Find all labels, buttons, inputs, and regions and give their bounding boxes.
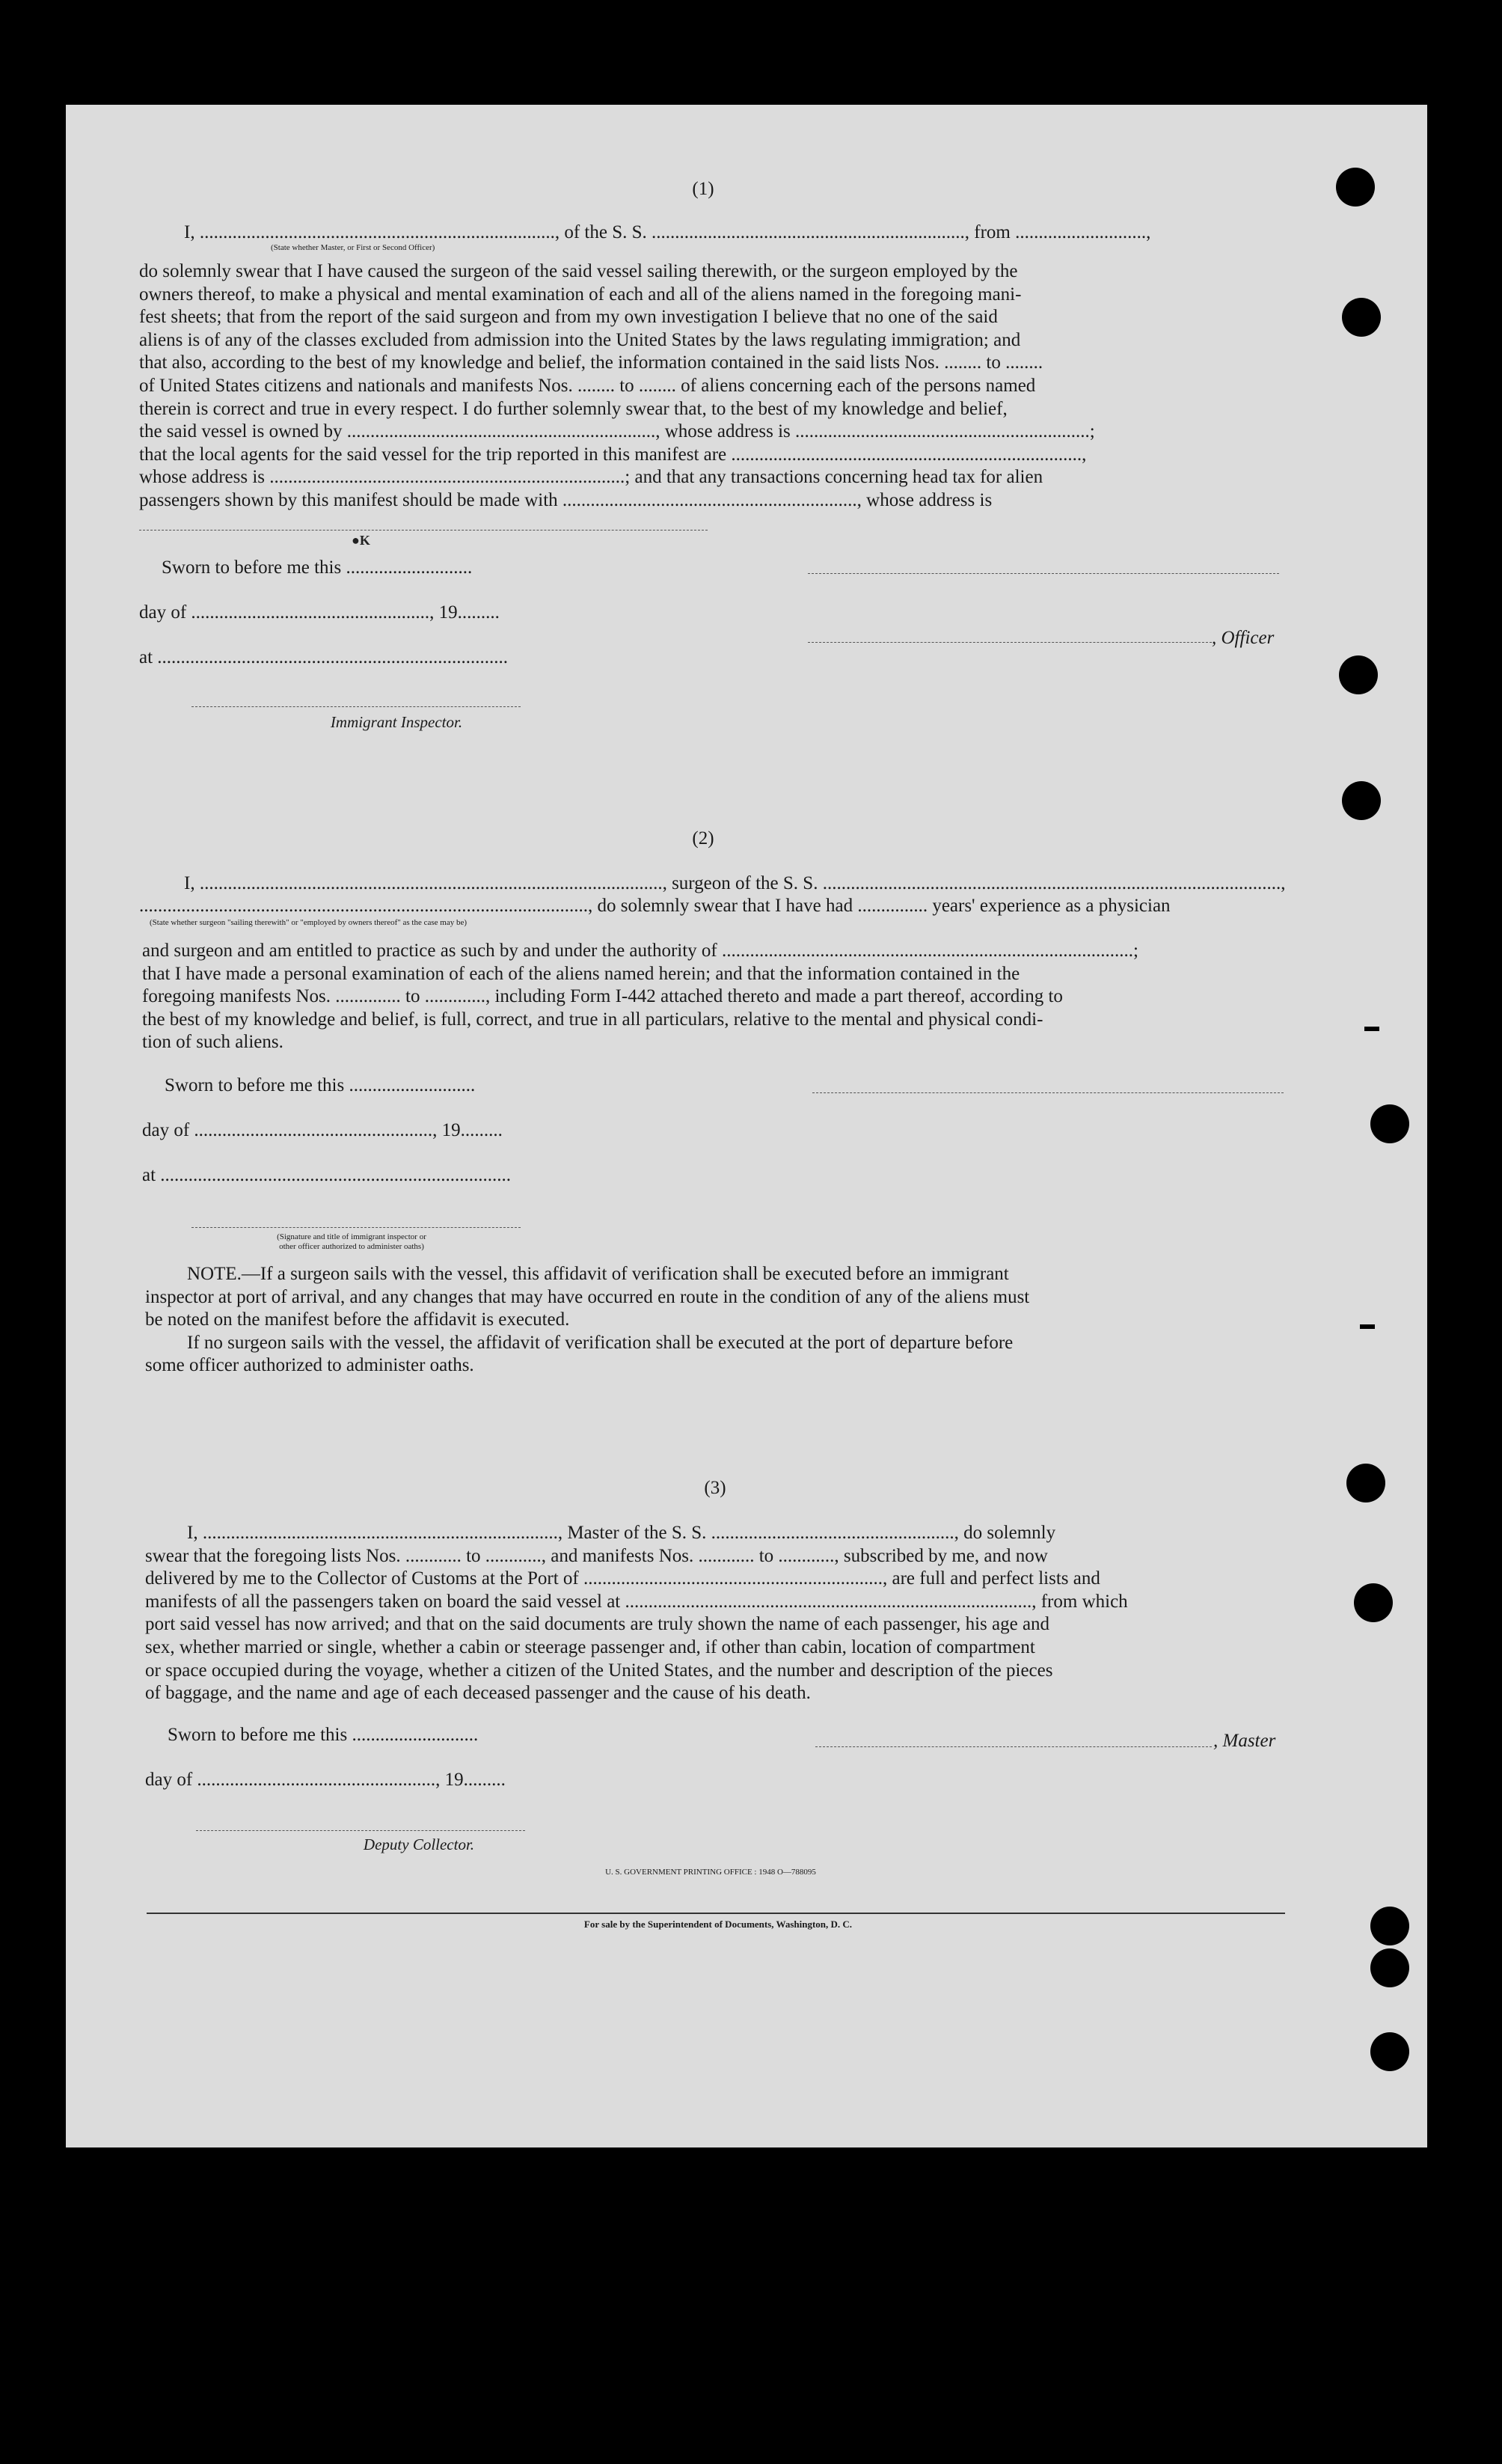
paragraph-line: that also, according to the best of my knowledge and belief, the information contained in the said lists Nos. ........ to ........ <box>139 352 1043 373</box>
binder-hole <box>1370 2032 1409 2071</box>
paragraph-line: of baggage, and the name and age of each deceased passenger and the cause of his death. <box>145 1683 811 1704</box>
paragraph-line: the said vessel is owned by .................................................................., whose address is ...............................................................; <box>139 421 1095 442</box>
inspector-signature-line <box>191 706 521 707</box>
paragraph-line: of United States citizens and nationals and manifests Nos. ........ to ........ of aliens concerning each of the persons named <box>139 375 1036 396</box>
paragraph-line: fest sheets; that from the report of the said surgeon and from my own investigation I believe that no one of the said <box>139 307 998 328</box>
section-2-caption: (State whether surgeon "sailing therewith" or "employed by owners thereof" as the case may be) <box>150 918 468 927</box>
paragraph-line: whose address is ............................................................................; and that any transactions concerning head tax for alien <box>139 467 1043 488</box>
section-3-paragraph <box>145 1522 1287 1705</box>
section-3-sworn: Sworn to before me this ........................... <box>168 1725 479 1745</box>
paragraph-line: therein is correct and true in every respect. I do further solemnly swear that, to the best of my knowledge and belief, <box>139 398 1008 419</box>
section-1-day: day of ..................................................., 19......... <box>139 602 500 623</box>
section-2-sworn: Sworn to before me this ........................... <box>165 1075 476 1095</box>
section-2-second-line: ................................................................................................, do solemnly swear that I have had ............... years' experience as a physician <box>139 896 1171 916</box>
paragraph-line: owners thereof, to make a physical and mental examination of each and all of the aliens named in the foregoing mani- <box>139 284 1022 305</box>
section-1-number: (1) <box>692 179 714 199</box>
paragraph-line: do solemnly swear that I have caused the surgeon of the said vessel sailing therewith, or the surgeon employed by the <box>139 261 1018 281</box>
section-2-signature-line <box>191 1227 521 1228</box>
binder-hole <box>1342 298 1381 337</box>
paragraph-line: sex, whether married or single, whether a cabin or steerage passenger and, if other than cabin, location of compartment <box>145 1636 1035 1657</box>
edge-tick <box>1360 1324 1375 1329</box>
paragraph-line: or space occupied during the voyage, whether a citizen of the United States, and the number and description of the pieces <box>145 1660 1053 1681</box>
address-continuation-line <box>139 530 708 531</box>
edge-tick <box>1364 1027 1379 1031</box>
binder-hole <box>1346 1464 1385 1502</box>
collector-signature-line <box>196 1830 525 1831</box>
printing-office-imprint: U. S. GOVERNMENT PRINTING OFFICE : 1948 O—788095 <box>605 1868 816 1877</box>
section-2-sig-caption-2: other officer authorized to administer oaths) <box>279 1242 424 1251</box>
section-3-day: day of ..................................................., 19......... <box>145 1770 506 1790</box>
paragraph-line: I, ............................................................................, Master of the S. S. ...................................................., do solemnly <box>187 1523 1056 1543</box>
note-line: NOTE.—If a surgeon sails with the vessel, this affidavit of verification shall be executed before an immigrant <box>187 1264 1009 1284</box>
officer-signature-line-1 <box>808 573 1279 574</box>
section-1-inspector-label: Immigrant Inspector. <box>330 713 463 731</box>
paragraph-line: passengers shown by this manifest should be made with ..............................................................., whose address is <box>139 489 993 510</box>
paragraph-line: foregoing manifests Nos. .............. to ............., including Form I-442 attached thereto and made a part thereof, according to <box>142 986 1063 1007</box>
paragraph-line: port said vessel has now arrived; and that on the said documents are truly shown the name of each passenger, his age and <box>145 1614 1050 1635</box>
section-1-caption: (State whether Master, or First or Second Officer) <box>271 243 435 252</box>
binder-hole <box>1370 1104 1409 1143</box>
binder-hole <box>1342 781 1381 820</box>
binder-hole <box>1339 655 1378 694</box>
section-1-first-line: I, ............................................................................, of the S. S. ..................................................................., from ............................, <box>184 222 1151 242</box>
section-1-paragraph <box>139 260 1284 513</box>
binder-hole <box>1370 1907 1409 1945</box>
surgeon-signature-line <box>812 1092 1284 1093</box>
note-line: inspector at port of arrival, and any changes that may have occurred en route in the condition of any of the aliens must <box>145 1286 1030 1307</box>
paragraph-line: manifests of all the passengers taken on board the said vessel at ......................................................................................., from which <box>145 1591 1128 1612</box>
paragraph-line: that I have made a personal examination of each of the aliens named herein; and that the information contained in the <box>142 963 1020 984</box>
paragraph-line: that the local agents for the said vessel for the trip reported in this manifest are ..........................................................................., <box>139 444 1087 465</box>
note-line: be noted on the manifest before the affidavit is executed. <box>145 1309 570 1330</box>
paragraph-line: the best of my knowledge and belief, is full, correct, and true in all particulars, relative to the mental and physical condi- <box>142 1009 1043 1030</box>
paragraph-line: aliens is of any of the classes excluded from admission into the United States by the laws regulating immigration; and <box>139 329 1021 350</box>
binder-hole <box>1336 168 1375 207</box>
binder-hole <box>1354 1583 1393 1622</box>
section-3-master-label: , Master <box>1213 1731 1276 1751</box>
section-1-at: at ........................................................................... <box>139 647 509 667</box>
officer-signature-line-2 <box>808 642 1212 643</box>
sale-notice: For sale by the Superintendent of Documents, Washington, D. C. <box>583 1919 853 1930</box>
section-2-number: (2) <box>692 828 714 849</box>
paragraph-line: tion of such aliens. <box>142 1032 283 1053</box>
paragraph-line: swear that the foregoing lists Nos. ............ to ............, and manifests Nos. ............ to ............, subscribed by me, and now <box>145 1545 1048 1566</box>
binder-hole <box>1370 1948 1409 1987</box>
section-2-sig-caption-1: (Signature and title of immigrant inspector or <box>277 1232 426 1241</box>
section-2-note <box>145 1263 1287 1378</box>
section-1-officer-label: , Officer <box>1212 628 1275 648</box>
section-3-number: (3) <box>704 1478 726 1498</box>
section-2-day: day of ..................................................., 19......... <box>142 1120 503 1140</box>
section-3-collector-label: Deputy Collector. <box>363 1835 475 1853</box>
footer-rule <box>147 1913 1285 1914</box>
section-2-first-line: I, ..................................................................................................., surgeon of the S. S. .................................................................................................., <box>184 873 1286 893</box>
handwritten-mark: ●K <box>352 533 370 548</box>
master-signature-line <box>815 1746 1212 1747</box>
section-2-paragraph <box>142 940 1284 1054</box>
paragraph-line: delivered by me to the Collector of Customs at the Port of ................................................................, are full and perfect lists and <box>145 1568 1100 1589</box>
section-1-sworn: Sworn to before me this ........................... <box>162 557 473 578</box>
paragraph-line: and surgeon and am entitled to practice as such by and under the authority of ........................................................................................; <box>142 941 1138 961</box>
section-2-at: at ........................................................................... <box>142 1165 512 1185</box>
note-line: some officer authorized to administer oaths. <box>145 1355 474 1376</box>
note-line: If no surgeon sails with the vessel, the affidavit of verification shall be executed at the port of departure before <box>187 1332 1014 1353</box>
